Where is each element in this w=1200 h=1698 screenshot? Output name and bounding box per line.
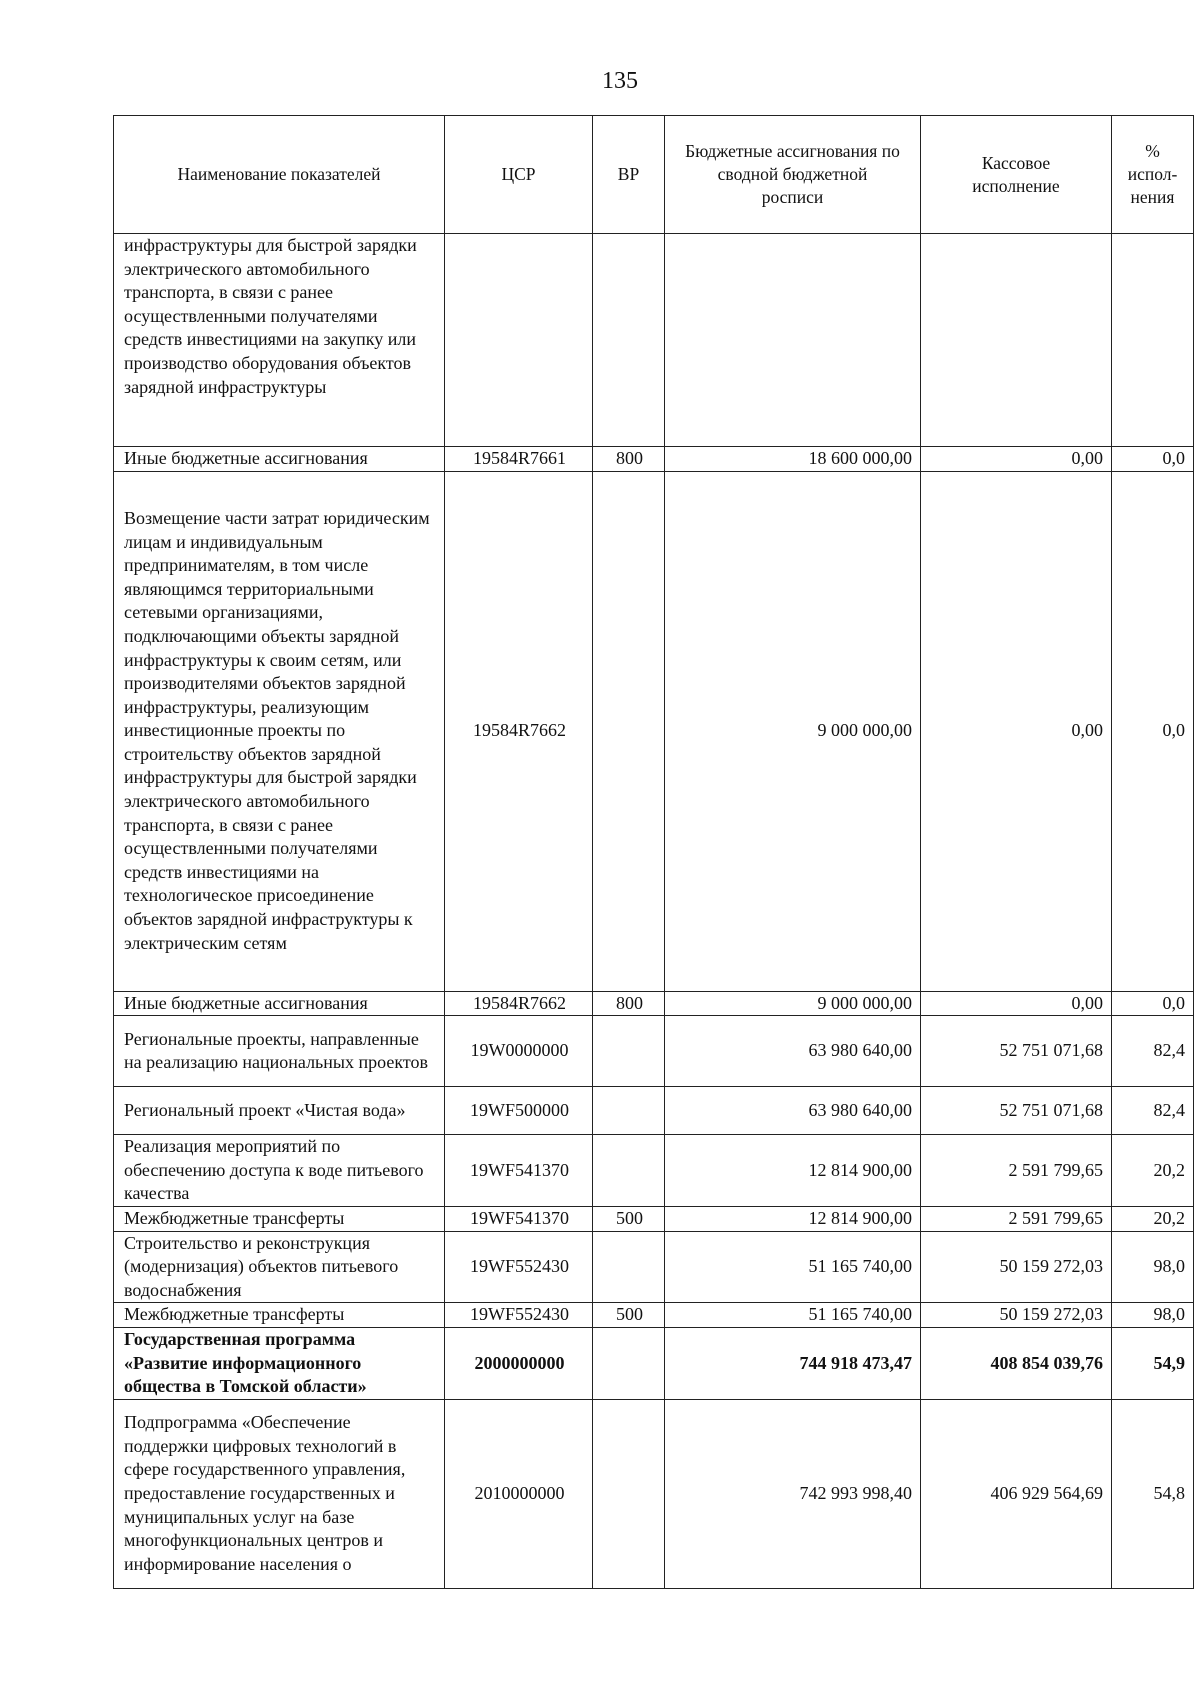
table-row [114,1206,1194,1231]
row-vr: 800 [593,991,665,1016]
row-vr [593,471,665,991]
table-row [114,1087,1194,1135]
row-name: инфраструктуры для быстрой зарядки электрического автомобильного транспорта, в связи с ранее осуществленными получателями средств инвестициями на закупку или производство оборудования объектов зарядной инфраструктуры [114,234,445,447]
row-name: Возмещение части затрат юридическим лицам и индивидуальным предпринимателям, в том числе являющимся территориальными сетевыми организациями, подключающими объекты зарядной инфраструктуры к своим сетям, или производителями объектов зарядной инфраструктуры, реализующим инвестиционные проекты по строительству объектов зарядной инфраструктуры для быстрой зарядки электрического автомобильного транспорта, в связи с ранее осуществленными получателями средств инвестициями на технологическое присоединение объектов зарядной инфраструктуры к электрическим сетям [114,471,445,991]
table-row [114,447,1194,472]
row-vr: 500 [593,1206,665,1231]
table-row [114,991,1194,1016]
row-percent: 20,2 [1112,1135,1194,1207]
row-cash: 2 591 799,65 [921,1206,1112,1231]
table-row [114,1327,1194,1399]
table-row [114,1135,1194,1207]
row-percent: 54,9 [1112,1327,1194,1399]
row-cash: 50 159 272,03 [921,1303,1112,1328]
row-name: Межбюджетные трансферты [114,1303,445,1328]
row-budget: 9 000 000,00 [665,471,921,991]
row-percent [1112,234,1194,447]
row-percent: 0,0 [1112,447,1194,472]
table-row [114,471,1194,991]
row-percent: 98,0 [1112,1231,1194,1303]
row-percent: 82,4 [1112,1087,1194,1135]
row-name: Подпрограмма «Обеспечение поддержки цифровых технологий в сфере государственного управления, предоставление государственных и муниципальных услуг на базе многофункциональных центров и информирование населения о [114,1399,445,1588]
row-percent: 20,2 [1112,1206,1194,1231]
row-budget: 9 000 000,00 [665,991,921,1016]
row-cash: 52 751 071,68 [921,1016,1112,1087]
header-name: Наименование показателей [114,116,445,234]
row-vr [593,1399,665,1588]
table-row [114,1303,1194,1328]
row-vr [593,1327,665,1399]
row-cash: 0,00 [921,991,1112,1016]
header-budget: Бюджетные ассигнования по сводной бюджетной росписи [665,116,921,234]
row-cash: 406 929 564,69 [921,1399,1112,1588]
row-name: Государственная программа «Развитие информационного общества в Томской области» [114,1327,445,1399]
row-percent: 54,8 [1112,1399,1194,1588]
row-budget [665,234,921,447]
row-name: Иные бюджетные ассигнования [114,447,445,472]
row-vr [593,1087,665,1135]
table-row [114,1016,1194,1087]
row-cash: 52 751 071,68 [921,1087,1112,1135]
row-cash: 0,00 [921,447,1112,472]
table-row [114,1399,1194,1588]
row-csr: 19584R7661 [445,447,593,472]
budget-table [113,115,1194,1589]
row-budget: 63 980 640,00 [665,1087,921,1135]
row-cash: 2 591 799,65 [921,1135,1112,1207]
row-csr: 2000000000 [445,1327,593,1399]
row-csr: 19WF552430 [445,1303,593,1328]
row-name: Строительство и реконструкция (модернизация) объектов питьевого водоснабжения [114,1231,445,1303]
row-percent: 0,0 [1112,991,1194,1016]
row-percent: 0,0 [1112,471,1194,991]
row-vr [593,1016,665,1087]
row-name: Реализация мероприятий по обеспечению доступа к воде питьевого качества [114,1135,445,1207]
row-vr [593,1231,665,1303]
row-csr: 19584R7662 [445,991,593,1016]
row-budget: 63 980 640,00 [665,1016,921,1087]
page-number: 135 [602,68,638,94]
row-csr: 2010000000 [445,1399,593,1588]
header-percent: % испол-нения [1112,116,1194,234]
row-csr: 19WF500000 [445,1087,593,1135]
row-percent: 98,0 [1112,1303,1194,1328]
header-vr: ВР [593,116,665,234]
header-csr: ЦСР [445,116,593,234]
row-vr [593,234,665,447]
row-csr: 19WF541370 [445,1206,593,1231]
row-csr: 19584R7662 [445,471,593,991]
row-name: Региональный проект «Чистая вода» [114,1087,445,1135]
row-vr [593,1135,665,1207]
row-budget: 744 918 473,47 [665,1327,921,1399]
row-vr: 500 [593,1303,665,1328]
row-name: Региональные проекты, направленные на реализацию национальных проектов [114,1016,445,1087]
row-percent: 82,4 [1112,1016,1194,1087]
row-name: Иные бюджетные ассигнования [114,991,445,1016]
table-row [114,1231,1194,1303]
row-vr: 800 [593,447,665,472]
row-cash: 0,00 [921,471,1112,991]
row-csr: 19WF541370 [445,1135,593,1207]
row-budget: 18 600 000,00 [665,447,921,472]
row-csr [445,234,593,447]
row-budget: 51 165 740,00 [665,1231,921,1303]
row-csr: 19WF552430 [445,1231,593,1303]
row-budget: 51 165 740,00 [665,1303,921,1328]
header-cash: Кассовое исполнение [921,116,1112,234]
table-row [114,234,1194,447]
table-header-row [114,116,1194,234]
row-csr: 19W0000000 [445,1016,593,1087]
row-cash: 50 159 272,03 [921,1231,1112,1303]
row-budget: 742 993 998,40 [665,1399,921,1588]
row-budget: 12 814 900,00 [665,1206,921,1231]
row-name: Межбюджетные трансферты [114,1206,445,1231]
row-cash: 408 854 039,76 [921,1327,1112,1399]
row-budget: 12 814 900,00 [665,1135,921,1207]
row-cash [921,234,1112,447]
